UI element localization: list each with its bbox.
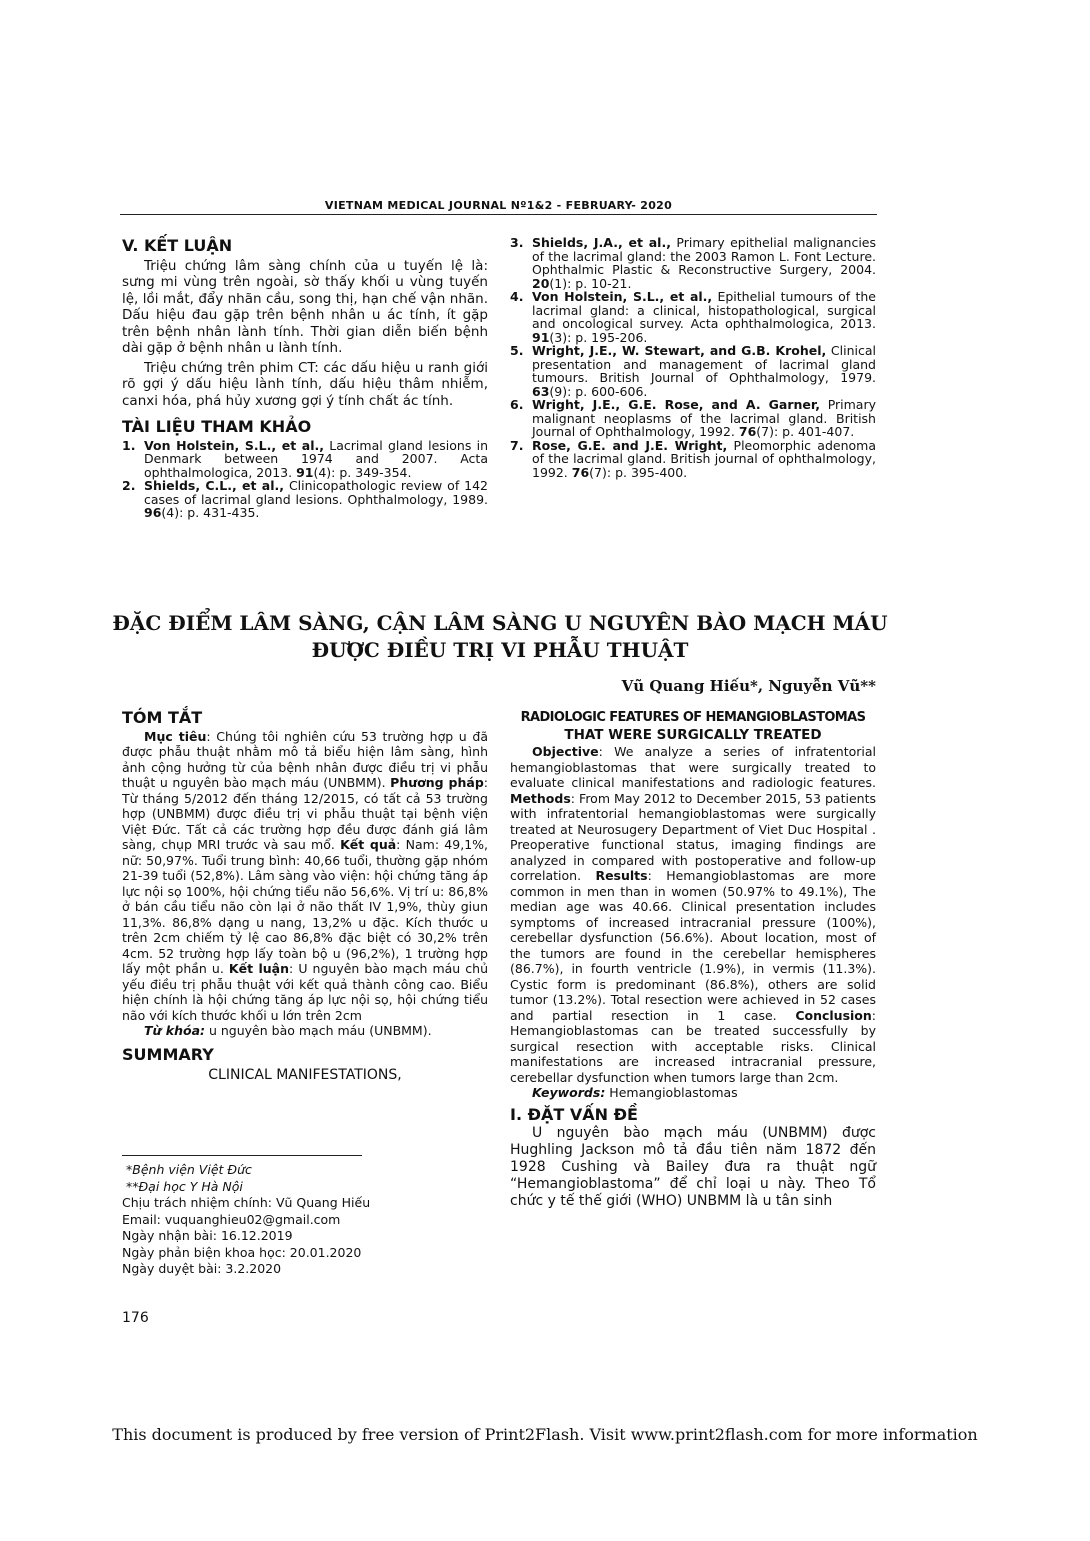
summary-heading: SUMMARY (122, 1044, 214, 1064)
footnote-rule (122, 1155, 362, 1156)
article-title (100, 610, 900, 664)
header-rule (120, 214, 877, 215)
summary-title-line-1: CLINICAL MANIFESTATIONS, (208, 1067, 402, 1083)
print2flash-banner: This document is produced by free version of Print2Flash. Visit www.print2flash.com for more information (112, 1425, 978, 1444)
article-title-line-2: ĐƯỢC ĐIỀU TRỊ VI PHẪU THUẬT (311, 638, 689, 662)
affiliation-2: **Đại học Y Hà Nội (126, 1178, 243, 1194)
references-list-part1 (122, 437, 488, 520)
reference-item-7: 7. Rose, G.E. and J.E. Wright, Pleomorphic adenoma of the lacrimal gland. British journal of ophthalmology, 1992. 76(7): p. 395-400. (510, 437, 877, 480)
summary-body: Objective: We analyze a series of infratentorial hemangioblastomas that were surgically treated to evaluate clinical manifestations and radiologic features. Methods: From May 2012 to December 2015, 53 patients with infratentorial hemangioblastomas were surgically treated at Neurosugery Department of Viet Duc Hospital . Preoperative functional status, imaging findings are analyzed in compared with postoperative and follow-up correlation. Results: Hemangioblastomas are more common in men than in women (50.97% to 49.1%), The median age was 40.66. Clinical presentation includes symptoms of increased intracranial pressure (100%), cerebellar dysfunction (56.6%). About location, most of the tumors are found in the cerebellar hemispheres (86.7%), in fourth ventricle (1.9%), in vermis (11.3%). Cystic form is predominant (86.8%), others are solid tumor (13.2%). Total resection were achieved in 52 cases and partial resection in 1 case. Conclusion: Hemangioblastomas can be treated successfully by surgical resection with acceptable risks. Clinical manifestations are increased intracranial pressure, cerebellar dysfunction when tumors large than 2cm. (510, 744, 876, 1085)
responsible-author: Chịu trách nhiệm chính: Vũ Quang Hiếu (122, 1195, 371, 1210)
intro-heading: I. ĐẶT VẤN ĐỀ (510, 1104, 638, 1124)
left-column-bottom (122, 710, 488, 1084)
summary-title-line-3: THAT WERE SURGICALLY TREATED (564, 726, 822, 743)
affiliation-1: *Bệnh viện Việt Đức (126, 1162, 252, 1177)
summary-title-line-2: RADIOLOGIC FEATURES OF HEMANGIOBLASTOMAS (520, 710, 866, 725)
article-authors: Vũ Quang Hiếu*, Nguyễn Vũ** (621, 677, 876, 695)
conclusion-heading: V. KẾT LUẬN (122, 236, 233, 255)
article-title-line-1: ĐẶC ĐIỂM LÂM SÀNG, CẬN LÂM SÀNG U NGUYÊN BÀO MẠCH MÁU (112, 611, 888, 635)
reference-item-3: 3. Shields, J.A., et al., Primary epithelial malignancies of the lacrimal gland: the 2003 Ramon L. Font Lecture. Ophthalmic Plastic & Reconstructive Surgery, 2004. 20(1): p. 10-21. (510, 235, 876, 291)
summary-keywords: Keywords: Hemangioblastomas (532, 1085, 738, 1100)
reference-item-2: 2. Shields, C.L., et al., Clinicopathologic review of 142 cases of lacrimal gland lesions. Ophthalmology, 1989. 96(4): p. 431-435. (122, 478, 488, 520)
contact-email: Email: vuquanghieu02@gmail.com (122, 1211, 341, 1227)
intro-paragraph: U nguyên bào mạch máu (UNBMM) được Hughling Jackson mô tả đầu tiên năm 1872 đến 1928 Cushing và Bailey đưa ra thuật ngữ “Hemangioblastoma” để chỉ loại u này. Theo Tổ chức y tế thế giới (WHO) UNBMM là u tân sinh (510, 1125, 876, 1209)
reference-item-1: 1. Von Holstein, S.L., et al., Lacrimal gland lesions in Denmark between 1974 and 2007. Acta ophthalmologica, 2013. 91(4): p. 349-354. (122, 437, 488, 480)
date-accepted: Ngày duyệt bài: 3.2.2020 (122, 1261, 282, 1276)
left-column-top (122, 236, 488, 520)
abstract-heading: TÓM TẮT (122, 708, 203, 727)
right-column-top (510, 236, 876, 479)
journal-header: VIETNAM MEDICAL JOURNAL Nº1&2 - FEBRUARY- 2020 (324, 199, 673, 212)
reference-item-6: 6. Wright, J.E., G.E. Rose, and A. Garner, Primary malignant neoplasms of the lacrimal gland. British Journal of Ophthalmology, 1992. 76(7): p. 401-407. (510, 397, 876, 439)
date-received: Ngày nhận bài: 16.12.2019 (122, 1228, 293, 1243)
references-heading: TÀI LIỆU THAM KHẢO (122, 417, 312, 436)
reference-item-4: 4. Von Holstein, S.L., et al., Epithelial tumours of the lacrimal gland: a clinical, histopathological, surgical and oncological survey. Acta ophthalmologica, 2013. 91(3): p. 195-206. (510, 289, 876, 345)
footnotes (122, 1162, 488, 1278)
date-reviewed: Ngày phản biện khoa học: 20.01.2020 (122, 1244, 362, 1260)
right-column-bottom (510, 710, 876, 1210)
abstract-body: Mục tiêu: Chúng tôi nghiên cứu 53 trường hợp u đã được phẫu thuật nhằm mô tả biểu hiện lâm sàng, hình ảnh cộng hưởng từ của bệnh nhân được điều trị vi phẫu thuật u nguyên bào mạch máu (UNBMM). Phương pháp: Từ tháng 5/2012 đến tháng 12/2015, có tất cả 53 trường hợp (UNBMM) được điều trị vi phẫu thuật tại bệnh viện Việt Đức. Tất cả các trường hợp đều được đánh giá lâm sàng, chụp MRI trước và sau mổ. Kết quả: Nam: 49,1%, nữ: 50,97%. Tuổi trung bình: 40,66 tuổi, thường gặp nhóm 21-39 tuổi (52,8%). Lâm sàng vào viện: hội chứng tăng áp lực nội sọ 100%, hội chứng tiểu não 56,6%. Vị trí u: 86,8% ở bán cầu tiểu não còn lại ở não thất IV 1,9%, thùy giun 11,3%. 86,8% dạng u nang, 13,2% u đặc. Kích thước u trên 2cm chiếm tỷ lệ cao 86,8% đặc biệt có 30,2% trên 4cm. 52 trường hợp lấy toàn bộ u (96,2%), 1 trường hợp lấy một phần u. Kết luận: U nguyên bào mạch máu chủ yếu điều trị phẫu thuật với kết quả thành công cao. Biểu hiện chính là hội chứng tăng áp lực nội sọ, hội chứng tiểu não với kích thước khối u lớn trên 2cm (122, 728, 489, 1023)
page-number: 176 (122, 1310, 149, 1326)
conclusion-paragraph-1: Triệu chứng lâm sàng chính của u tuyến lệ là: sưng mi vùng trên ngoài, sờ thấy khối u vùng tuyến lệ, lồi mắt, đẩy nhãn cầu, song thị, hạn chế vận nhãn. Dấu hiệu đau gặp trên bệnh nhân u ác tính, ít gặp trên bệnh nhân lành tính. Thời gian diễn biến bệnh dài gặp ở bệnh nhân u lành tính. (122, 257, 488, 356)
conclusion-paragraph-2: Triệu chứng trên phim CT: các dấu hiệu u ranh giới rõ gợi ý dấu hiệu lành tính, dấu hiệu thâm nhiễm, canxi hóa, phá hủy xương gợi ý tính chất ác tính. (122, 359, 488, 409)
reference-item-5: 5. Wright, J.E., W. Stewart, and G.B. Krohel, Clinical presentation and management of lacrimal gland tumours. British Journal of Ophthalmology, 1979. 63(9): p. 600-606. (510, 343, 876, 399)
abstract-keywords: Từ khóa: u nguyên bào mạch máu (UNBMM). (144, 1023, 432, 1038)
